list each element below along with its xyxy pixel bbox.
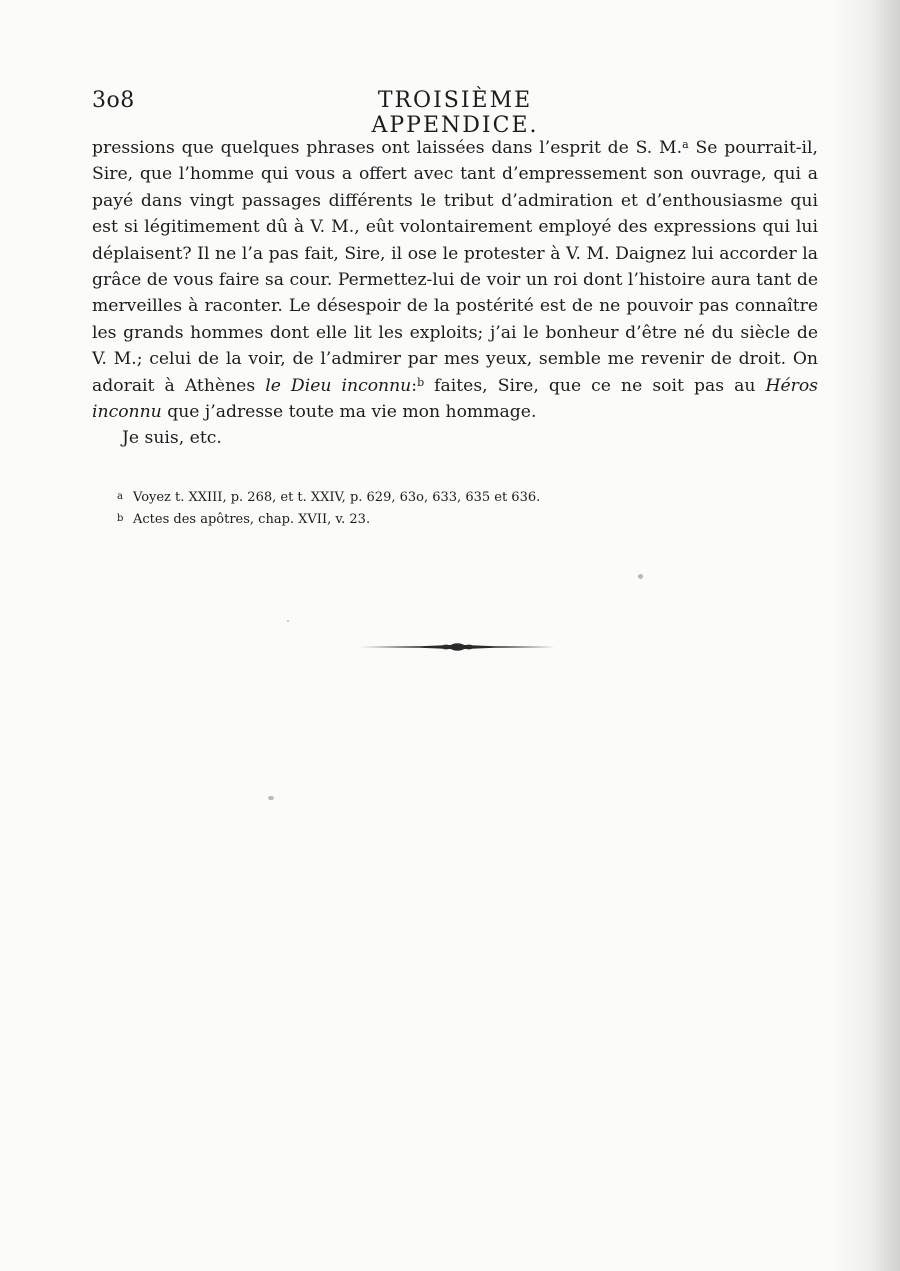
text-segment: faites, Sire, que ce ne soit pas au (424, 375, 766, 396)
paper-speck (287, 620, 289, 622)
paper-speck (638, 574, 643, 579)
paragraph (92, 135, 818, 425)
tailpiece-ornament-icon (360, 640, 555, 654)
text-segment: Se pourrait-il, Sire, que l’homme qui vous a offert avec tant d’empressement son ouvrage, qui a payé dans vingt passages différents le tribut d’admiration et d’enthousiasme qui est si légitimement dû à V. M., eût volontairement employé des expressions qui lui déplaisent? Il ne l’a pas fait, Sire, il ose le protester à V. M. Daignez lui accorder la grâce de vous faire sa cour. Permettez-lui de voir un roi dont l’histoire aura tant de merveilles à raconter. Le désespoir de la postérité est de ne pouvoir pas connaître les grands hommes dont elle lit les exploits; j’ai le bonheur d’être né du siècle de V. M.; celui de la voir, de l’admirer par mes yeux, semble me revenir de droit. On adorait à Athènes (92, 138, 819, 396)
text-segment: pressions que quelques phrases ont laissées dans l’esprit de S. M. (92, 138, 683, 158)
footnote-mark: b (117, 513, 124, 524)
text-segment: que j’adresse toute ma vie mon hommage. (161, 402, 537, 423)
text-segment: : (411, 375, 418, 396)
page-edge-shadow (830, 0, 900, 1271)
footnote-text: Voyez t. XXIII, p. 268, et t. XXIV, p. 629, 63o, 633, 635 et 636. (133, 490, 541, 505)
italic-phrase: Héros inconnu (92, 375, 818, 423)
footnote-ref-b: b (417, 375, 425, 389)
footnote-ref-a: a (682, 138, 689, 151)
footnote (117, 508, 817, 530)
body-text (92, 135, 818, 452)
paper-speck (268, 796, 274, 800)
closing-line: Je suis, etc. (122, 428, 222, 449)
footnote (117, 486, 817, 508)
footnote-text: Actes des apôtres, chap. XVII, v. 23. (133, 512, 371, 527)
italic-phrase: le Dieu inconnu (265, 375, 412, 396)
footnotes (117, 486, 817, 530)
footnote-mark: a (117, 491, 123, 502)
page-header (92, 88, 818, 138)
running-title: TROISIÈME APPENDICE. (371, 88, 539, 138)
page-number: 3o8 (92, 88, 135, 113)
